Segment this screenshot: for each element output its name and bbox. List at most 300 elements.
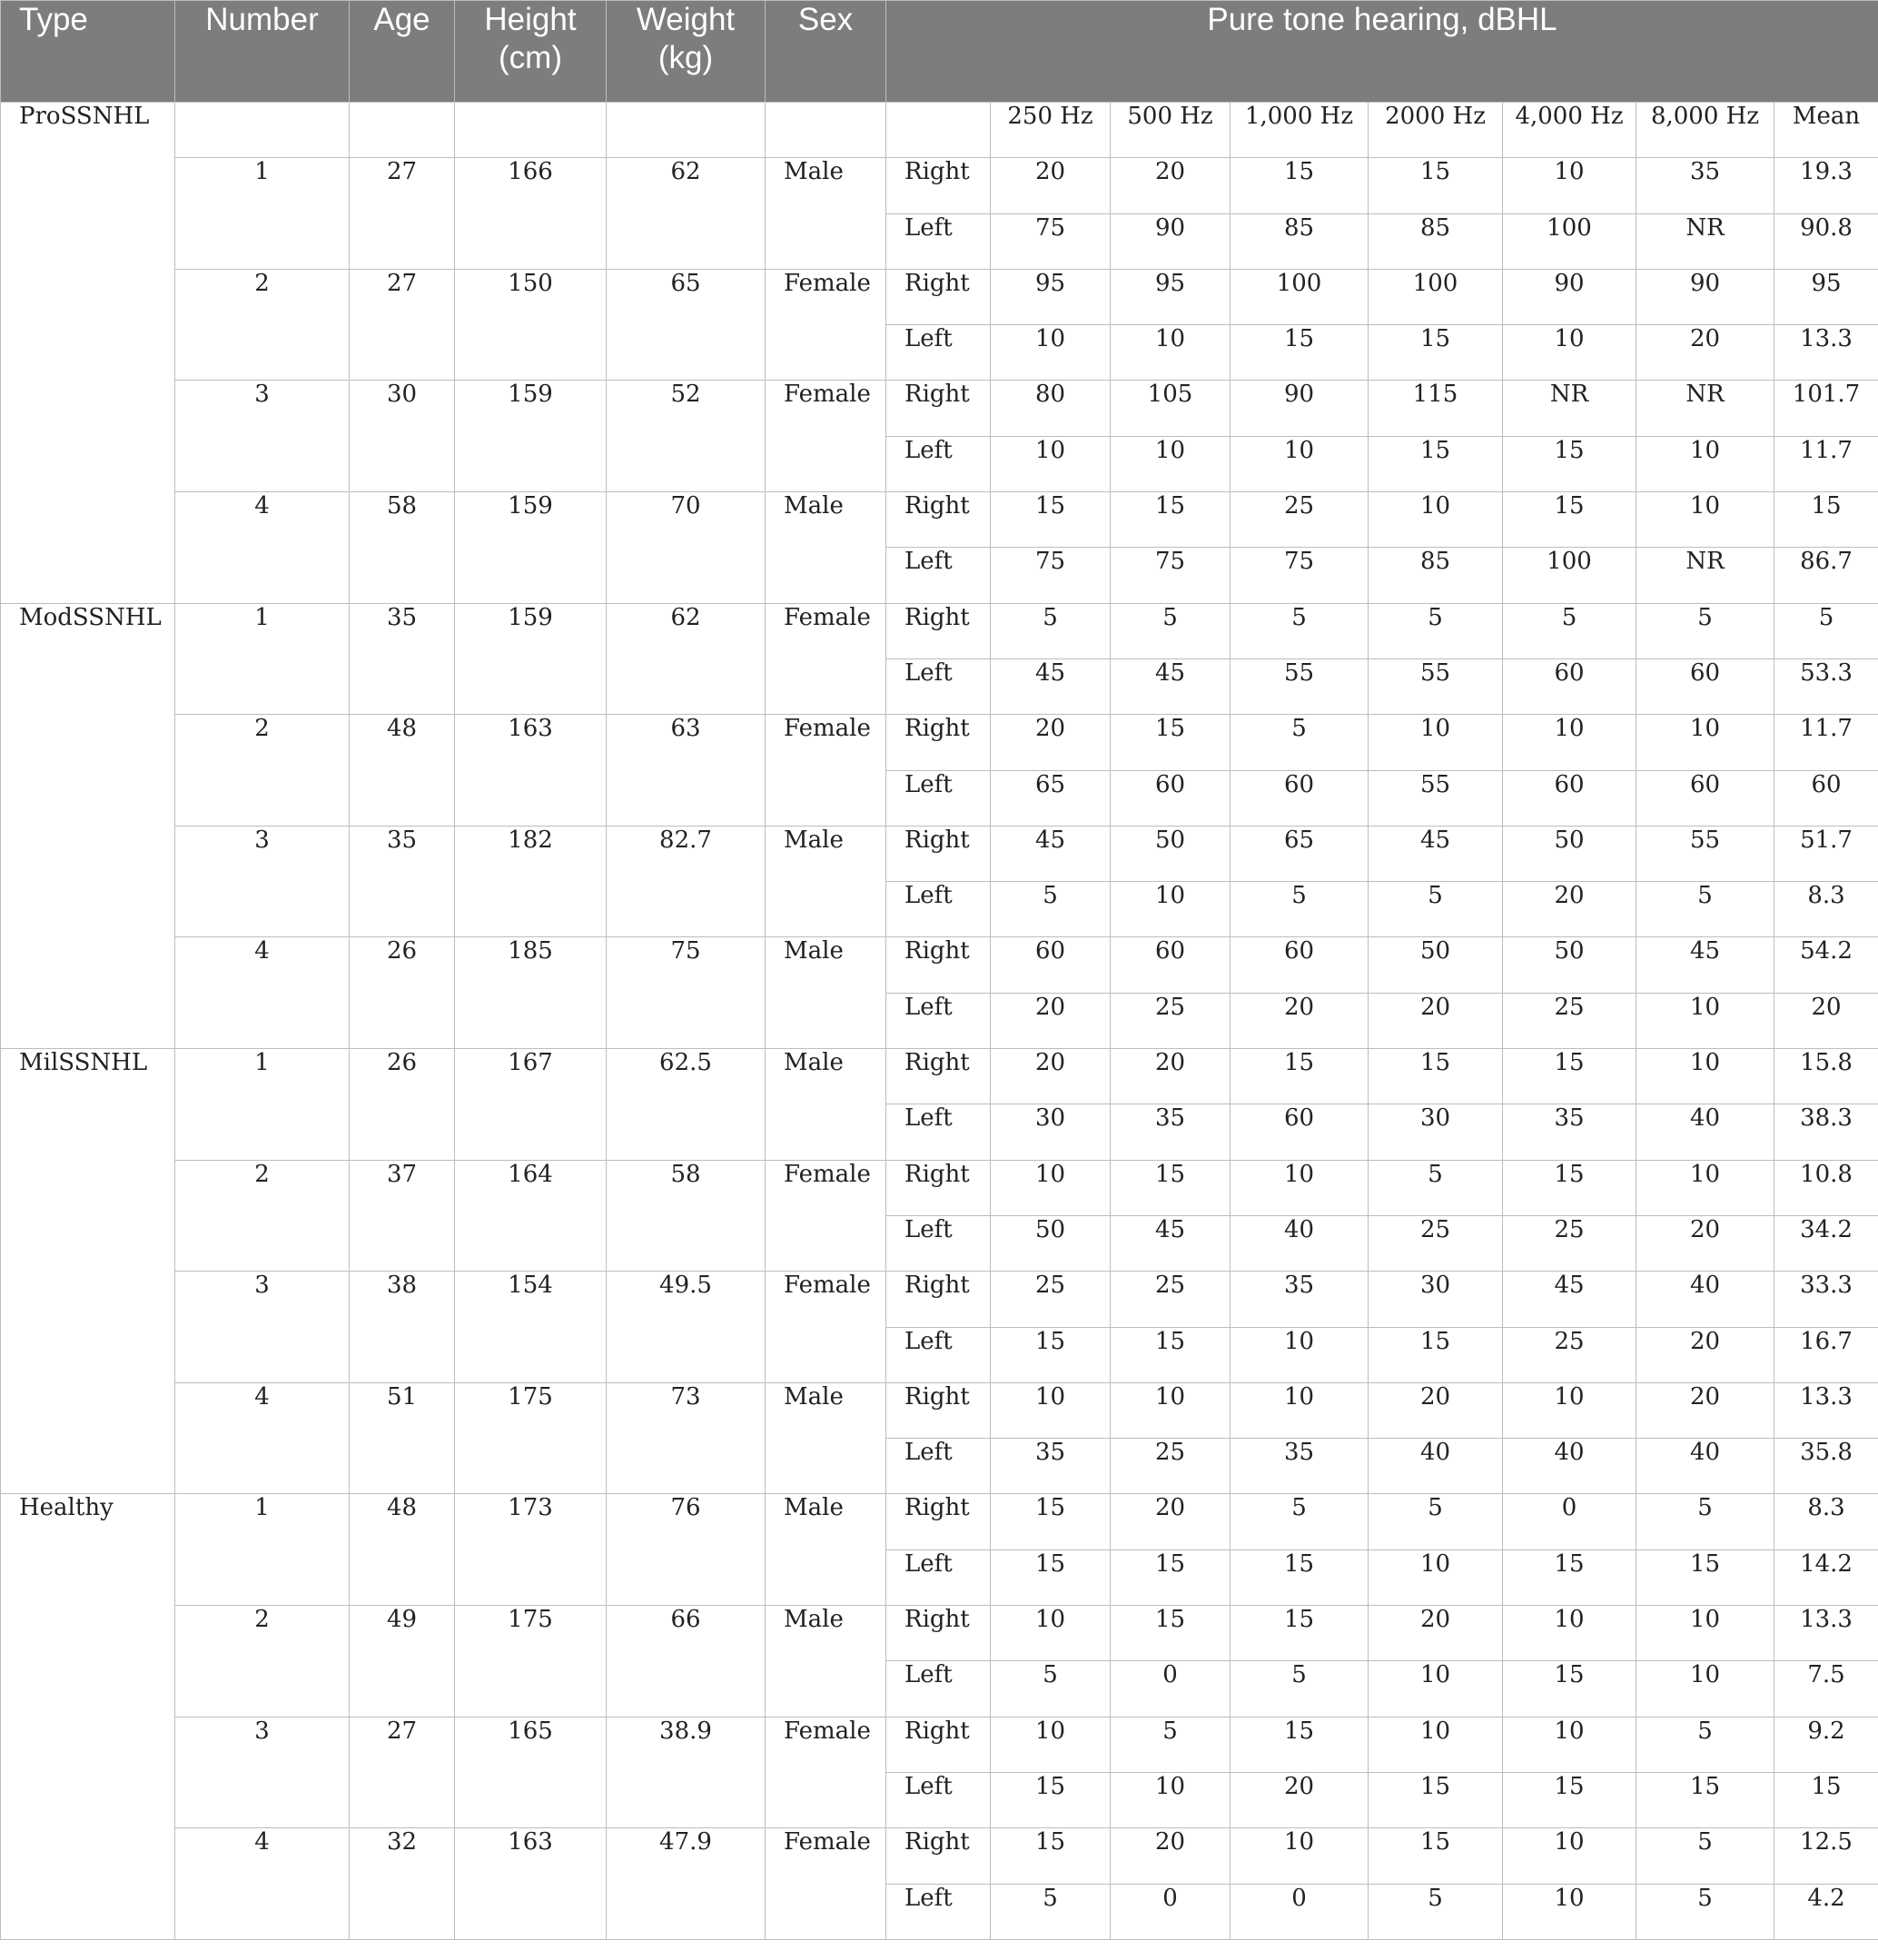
right-threshold: 20	[1636, 1382, 1774, 1438]
left-threshold: 5	[1231, 882, 1369, 937]
right-threshold: 10	[1503, 158, 1636, 213]
left-threshold: 11.7	[1774, 436, 1878, 491]
subject-height: 163	[455, 715, 607, 827]
right-threshold: 10	[1231, 1828, 1369, 1884]
subject-age: 26	[350, 937, 455, 1049]
left-threshold: 85	[1369, 213, 1503, 269]
subject-height: 185	[455, 937, 607, 1049]
right-threshold: 15	[1231, 158, 1369, 213]
subject-weight: 38.9	[607, 1717, 766, 1828]
left-threshold: 20	[1636, 1215, 1774, 1271]
right-threshold: 13.3	[1774, 1606, 1878, 1661]
ear-left-label: Left	[886, 1439, 991, 1494]
left-threshold: 35	[1231, 1439, 1369, 1494]
ear-right-label: Right	[886, 492, 991, 548]
left-threshold: 20	[1231, 1772, 1369, 1827]
right-threshold: 10	[1636, 1049, 1774, 1104]
subject-number: 3	[175, 381, 350, 492]
table-row	[1, 1272, 1878, 1327]
ear-left-label: Left	[886, 1884, 991, 1939]
right-threshold: 50	[1111, 826, 1231, 881]
left-threshold: 20	[1636, 325, 1774, 381]
table-row	[1, 158, 1878, 213]
right-threshold: 5	[1231, 1494, 1369, 1549]
right-threshold: 95	[1774, 269, 1878, 324]
left-threshold: 25	[1111, 993, 1231, 1048]
ear-left-label: Left	[886, 658, 991, 714]
ear-right-label: Right	[886, 1828, 991, 1884]
right-threshold: 20	[1111, 158, 1231, 213]
left-threshold: 90	[1111, 213, 1231, 269]
right-threshold: 25	[1231, 492, 1369, 548]
right-threshold: 105	[1111, 381, 1231, 436]
right-threshold: 25	[991, 1272, 1111, 1327]
ear-right-label: Right	[886, 937, 991, 993]
subject-weight: 70	[607, 492, 766, 604]
table-row	[1, 1494, 1878, 1549]
right-threshold: 40	[1636, 1272, 1774, 1327]
right-threshold: 100	[1231, 269, 1369, 324]
table-row	[1, 1049, 1878, 1104]
header-age: Age	[350, 1, 455, 103]
group-type-cell: MilSSNHL	[1, 1049, 175, 1494]
left-threshold: 60	[1231, 1104, 1369, 1160]
group-type-cell: ProSSNHL	[1, 103, 175, 604]
subject-sex: Female	[766, 269, 886, 381]
subject-sex: Female	[766, 1160, 886, 1272]
subject-height: 175	[455, 1606, 607, 1717]
subject-weight: 49.5	[607, 1272, 766, 1383]
left-threshold: 100	[1503, 548, 1636, 603]
right-threshold: 10	[1369, 715, 1503, 770]
left-threshold: 15	[1111, 1327, 1231, 1382]
ear-left-label: Left	[886, 1661, 991, 1717]
ear-right-label: Right	[886, 1494, 991, 1549]
right-threshold: 10	[991, 1717, 1111, 1772]
right-threshold: 10	[1503, 1828, 1636, 1884]
left-threshold: 15	[1503, 436, 1636, 491]
left-threshold: 15	[991, 1549, 1111, 1605]
left-threshold: 45	[1111, 1215, 1231, 1271]
right-threshold: 95	[991, 269, 1111, 324]
left-threshold: 10	[1503, 1884, 1636, 1939]
right-threshold: NR	[1636, 381, 1774, 436]
left-threshold: 25	[1369, 1215, 1503, 1271]
subject-age: 32	[350, 1828, 455, 1940]
subject-weight: 76	[607, 1494, 766, 1606]
right-threshold: 20	[1369, 1382, 1503, 1438]
ear-right-label: Right	[886, 1049, 991, 1104]
left-threshold: 15	[1369, 1772, 1503, 1827]
right-threshold: 19.3	[1774, 158, 1878, 213]
left-threshold: 5	[1636, 1884, 1774, 1939]
subject-number: 1	[175, 158, 350, 270]
empty-cell	[455, 103, 607, 158]
right-threshold: 10	[1111, 1382, 1231, 1438]
header-number: Number	[175, 1, 350, 103]
right-threshold: 10	[991, 1382, 1111, 1438]
subject-weight: 73	[607, 1382, 766, 1494]
right-threshold: 10	[1369, 1717, 1503, 1772]
left-threshold: 60	[1111, 770, 1231, 826]
left-threshold: 15	[1503, 1549, 1636, 1605]
subject-sex: Male	[766, 1606, 886, 1717]
right-threshold: 15	[1231, 1049, 1369, 1104]
subject-sex: Male	[766, 1494, 886, 1606]
right-threshold: 5	[1369, 1494, 1503, 1549]
subject-weight: 47.9	[607, 1828, 766, 1940]
right-threshold: 20	[991, 158, 1111, 213]
frequency-header: 1,000 Hz	[1231, 103, 1369, 158]
table-row	[1, 492, 1878, 548]
right-threshold: 5	[1369, 1160, 1503, 1215]
left-threshold: 20	[1369, 993, 1503, 1048]
right-threshold: 15	[1503, 492, 1636, 548]
table-body	[1, 103, 1878, 1940]
subject-age: 26	[350, 1049, 455, 1161]
table-row	[1, 269, 1878, 324]
subject-weight: 62	[607, 603, 766, 715]
right-threshold: 50	[1369, 937, 1503, 993]
left-threshold: 8.3	[1774, 882, 1878, 937]
right-threshold: 45	[1636, 937, 1774, 993]
subject-number: 2	[175, 1160, 350, 1272]
left-threshold: 15	[1774, 1772, 1878, 1827]
left-threshold: 16.7	[1774, 1327, 1878, 1382]
left-threshold: 75	[1231, 548, 1369, 603]
table-row	[1, 826, 1878, 881]
frequency-header: 4,000 Hz	[1503, 103, 1636, 158]
table-row	[1, 937, 1878, 993]
left-threshold: 40	[1369, 1439, 1503, 1494]
subject-age: 30	[350, 381, 455, 492]
ear-left-label: Left	[886, 770, 991, 826]
left-threshold: 40	[1503, 1439, 1636, 1494]
left-threshold: 5	[1231, 1661, 1369, 1717]
left-threshold: 30	[1369, 1104, 1503, 1160]
left-threshold: 35	[1503, 1104, 1636, 1160]
subject-height: 166	[455, 158, 607, 270]
right-threshold: 10	[1231, 1160, 1369, 1215]
left-threshold: 35	[1111, 1104, 1231, 1160]
left-threshold: 20	[991, 993, 1111, 1048]
left-threshold: 40	[1231, 1215, 1369, 1271]
left-threshold: 60	[1636, 658, 1774, 714]
ear-left-label: Left	[886, 1327, 991, 1382]
table-row	[1, 715, 1878, 770]
left-threshold: 15	[991, 1772, 1111, 1827]
left-threshold: 20	[1503, 882, 1636, 937]
subject-sex: Male	[766, 158, 886, 270]
right-threshold: 20	[991, 1049, 1111, 1104]
empty-cell	[766, 103, 886, 158]
left-threshold: 45	[1111, 658, 1231, 714]
right-threshold: 50	[1503, 826, 1636, 881]
left-threshold: 13.3	[1774, 325, 1878, 381]
right-threshold: 20	[1111, 1049, 1231, 1104]
subject-number: 3	[175, 826, 350, 937]
table-row	[1, 1382, 1878, 1438]
right-threshold: 54.2	[1774, 937, 1878, 993]
empty-cell	[350, 103, 455, 158]
right-threshold: 51.7	[1774, 826, 1878, 881]
subject-number: 3	[175, 1717, 350, 1828]
table-row	[1, 1717, 1878, 1772]
left-threshold: 55	[1231, 658, 1369, 714]
left-threshold: 15	[1636, 1772, 1774, 1827]
frequency-header: 500 Hz	[1111, 103, 1231, 158]
left-threshold: 60	[1774, 770, 1878, 826]
left-threshold: 5	[1636, 882, 1774, 937]
right-threshold: 20	[1111, 1494, 1231, 1549]
left-threshold: 53.3	[1774, 658, 1878, 714]
left-threshold: 15	[1503, 1772, 1636, 1827]
left-threshold: 60	[1636, 770, 1774, 826]
frequency-header: 8,000 Hz	[1636, 103, 1774, 158]
subject-age: 49	[350, 1606, 455, 1717]
left-threshold: 60	[1503, 658, 1636, 714]
subject-height: 175	[455, 1382, 607, 1494]
header-sex: Sex	[766, 1, 886, 103]
right-threshold: 0	[1503, 1494, 1636, 1549]
right-threshold: 60	[1111, 937, 1231, 993]
subject-height: 167	[455, 1049, 607, 1161]
right-threshold: 5	[1231, 603, 1369, 658]
left-threshold: 14.2	[1774, 1549, 1878, 1605]
left-threshold: 10	[1636, 436, 1774, 491]
right-threshold: 10	[1231, 1382, 1369, 1438]
right-threshold: 15	[1369, 1049, 1503, 1104]
left-threshold: NR	[1636, 213, 1774, 269]
left-threshold: 35.8	[1774, 1439, 1878, 1494]
subject-weight: 52	[607, 381, 766, 492]
empty-cell	[886, 103, 991, 158]
right-threshold: 100	[1369, 269, 1503, 324]
left-threshold: 45	[991, 658, 1111, 714]
subject-age: 37	[350, 1160, 455, 1272]
right-threshold: 25	[1111, 1272, 1231, 1327]
subject-sex: Female	[766, 603, 886, 715]
ear-right-label: Right	[886, 1606, 991, 1661]
right-threshold: 45	[991, 826, 1111, 881]
right-threshold: 15	[1503, 1049, 1636, 1104]
right-threshold: 15	[1111, 1160, 1231, 1215]
right-threshold: 8.3	[1774, 1494, 1878, 1549]
right-threshold: 45	[1369, 826, 1503, 881]
ear-right-label: Right	[886, 1382, 991, 1438]
left-threshold: 10	[1636, 993, 1774, 1048]
left-threshold: 25	[1503, 1215, 1636, 1271]
left-threshold: 90.8	[1774, 213, 1878, 269]
ear-right-label: Right	[886, 1160, 991, 1215]
left-threshold: 10	[1111, 325, 1231, 381]
left-threshold: 60	[1503, 770, 1636, 826]
right-threshold: 10	[1636, 1160, 1774, 1215]
subject-sex: Female	[766, 1272, 886, 1383]
right-threshold: 5	[991, 603, 1111, 658]
right-threshold: 10.8	[1774, 1160, 1878, 1215]
left-threshold: 15	[1636, 1549, 1774, 1605]
right-threshold: 90	[1503, 269, 1636, 324]
left-threshold: 86.7	[1774, 548, 1878, 603]
ear-right-label: Right	[886, 269, 991, 324]
left-threshold: 15	[1369, 325, 1503, 381]
right-threshold: 80	[991, 381, 1111, 436]
right-threshold: 90	[1231, 381, 1369, 436]
right-threshold: 10	[1369, 492, 1503, 548]
right-threshold: 95	[1111, 269, 1231, 324]
right-threshold: 5	[1636, 1717, 1774, 1772]
ear-left-label: Left	[886, 213, 991, 269]
right-threshold: 10	[991, 1160, 1111, 1215]
left-threshold: 35	[991, 1439, 1111, 1494]
header-row	[1, 1, 1878, 103]
right-threshold: 5	[1636, 603, 1774, 658]
subject-sex: Female	[766, 1717, 886, 1828]
table-row	[1, 603, 1878, 658]
left-threshold: 0	[1111, 1661, 1231, 1717]
left-threshold: 5	[1369, 1884, 1503, 1939]
header-type: Type	[1, 1, 175, 103]
empty-cell	[175, 103, 350, 158]
left-threshold: 10	[1111, 1772, 1231, 1827]
left-threshold: 5	[991, 882, 1111, 937]
left-threshold: 0	[1231, 1884, 1369, 1939]
right-threshold: 15	[991, 1828, 1111, 1884]
right-threshold: 20	[1111, 1828, 1231, 1884]
left-threshold: 55	[1369, 770, 1503, 826]
subject-sex: Female	[766, 715, 886, 827]
subject-age: 38	[350, 1272, 455, 1383]
right-threshold: 15	[1503, 1160, 1636, 1215]
table-row	[1, 1606, 1878, 1661]
ear-left-label: Left	[886, 1772, 991, 1827]
subject-weight: 65	[607, 269, 766, 381]
subject-height: 182	[455, 826, 607, 937]
left-threshold: 10	[991, 325, 1111, 381]
left-threshold: 20	[1636, 1327, 1774, 1382]
subject-age: 51	[350, 1382, 455, 1494]
right-threshold: 12.5	[1774, 1828, 1878, 1884]
subject-age: 35	[350, 826, 455, 937]
subject-height: 159	[455, 603, 607, 715]
ear-left-label: Left	[886, 325, 991, 381]
left-threshold: 38.3	[1774, 1104, 1878, 1160]
ear-right-label: Right	[886, 158, 991, 213]
left-threshold: 30	[991, 1104, 1111, 1160]
left-threshold: 25	[1503, 1327, 1636, 1382]
ear-right-label: Right	[886, 826, 991, 881]
subject-number: 4	[175, 1828, 350, 1940]
subject-sex: Male	[766, 492, 886, 604]
right-threshold: 5	[1636, 1494, 1774, 1549]
subject-weight: 66	[607, 1606, 766, 1717]
subject-number: 2	[175, 715, 350, 827]
subject-weight: 62	[607, 158, 766, 270]
ear-right-label: Right	[886, 603, 991, 658]
left-threshold: 10	[1369, 1661, 1503, 1717]
right-threshold: 10	[991, 1606, 1111, 1661]
right-threshold: 5	[1636, 1828, 1774, 1884]
subject-height: 150	[455, 269, 607, 381]
header-weight: Weight (kg)	[607, 1, 766, 103]
right-threshold: 5	[1369, 603, 1503, 658]
left-threshold: 75	[991, 548, 1111, 603]
right-threshold: 90	[1636, 269, 1774, 324]
right-threshold: 13.3	[1774, 1382, 1878, 1438]
subject-height: 164	[455, 1160, 607, 1272]
left-threshold: 85	[1369, 548, 1503, 603]
left-threshold: 0	[1111, 1884, 1231, 1939]
group-first-row	[1, 103, 1878, 158]
left-threshold: 10	[991, 436, 1111, 491]
left-threshold: 5	[1369, 882, 1503, 937]
ear-left-label: Left	[886, 882, 991, 937]
right-threshold: 20	[1369, 1606, 1503, 1661]
group-type-cell: Healthy	[1, 1494, 175, 1939]
subject-weight: 62.5	[607, 1049, 766, 1161]
right-threshold: 60	[991, 937, 1111, 993]
right-threshold: 60	[1231, 937, 1369, 993]
left-threshold: 10	[1231, 1327, 1369, 1382]
subject-sex: Female	[766, 381, 886, 492]
frequency-header: 2000 Hz	[1369, 103, 1503, 158]
subject-weight: 63	[607, 715, 766, 827]
right-threshold: 15	[1231, 1606, 1369, 1661]
subject-number: 1	[175, 1494, 350, 1606]
header-pure-tone: Pure tone hearing, dBHL	[886, 1, 1878, 103]
subject-age: 35	[350, 603, 455, 715]
right-threshold: 15	[1774, 492, 1878, 548]
right-threshold: 10	[1636, 492, 1774, 548]
right-threshold: 5	[1111, 1717, 1231, 1772]
subject-number: 4	[175, 1382, 350, 1494]
right-threshold: 10	[1503, 715, 1636, 770]
ear-left-label: Left	[886, 548, 991, 603]
right-threshold: 115	[1369, 381, 1503, 436]
ear-left-label: Left	[886, 1215, 991, 1271]
left-threshold: 20	[1774, 993, 1878, 1048]
right-threshold: 35	[1231, 1272, 1369, 1327]
empty-cell	[607, 103, 766, 158]
table-row	[1, 1160, 1878, 1215]
right-threshold: 15	[1369, 1828, 1503, 1884]
subject-weight: 82.7	[607, 826, 766, 937]
right-threshold: 10	[1636, 715, 1774, 770]
right-threshold: 11.7	[1774, 715, 1878, 770]
right-threshold: 101.7	[1774, 381, 1878, 436]
subject-age: 48	[350, 1494, 455, 1606]
left-threshold: 15	[1369, 436, 1503, 491]
subject-number: 1	[175, 603, 350, 715]
subject-weight: 58	[607, 1160, 766, 1272]
subject-number: 2	[175, 1606, 350, 1717]
right-threshold: 10	[1503, 1606, 1636, 1661]
ear-left-label: Left	[886, 1549, 991, 1605]
frequency-header: Mean	[1774, 103, 1878, 158]
table-row	[1, 381, 1878, 436]
right-threshold: 35	[1636, 158, 1774, 213]
subject-height: 165	[455, 1717, 607, 1828]
subject-number: 4	[175, 937, 350, 1049]
subject-height: 173	[455, 1494, 607, 1606]
left-threshold: 10	[1111, 882, 1231, 937]
left-threshold: 15	[1231, 1549, 1369, 1605]
header-height: Height (cm)	[455, 1, 607, 103]
right-threshold: 10	[1636, 1606, 1774, 1661]
left-threshold: 15	[1369, 1327, 1503, 1382]
right-threshold: 65	[1231, 826, 1369, 881]
